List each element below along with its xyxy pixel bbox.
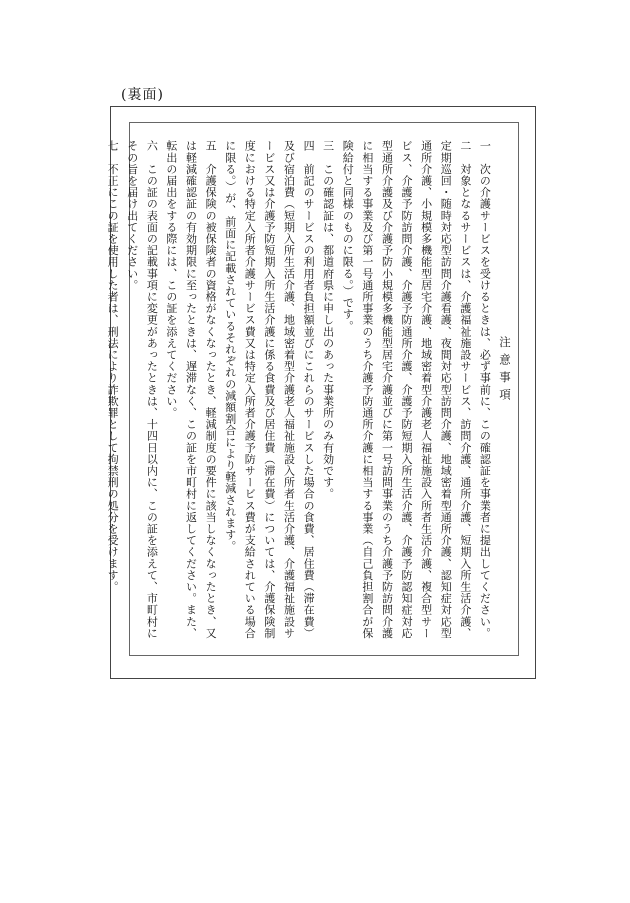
note-item-7: 七 不正にこの証を使用した者は、刑法により詐欺罪として拘禁刑の処分を受けます。 bbox=[106, 140, 120, 593]
note-item-6: 六 この証の表面の記載事項に変更があったときは、十四日以内に、この証を添えて、市町村にその旨を届け出てください。 bbox=[125, 140, 159, 639]
notes-text bbox=[106, 140, 514, 640]
note-item-2: 二 対象となるサービスは、介護福祉施設サービス、訪問介護、通所介護、短期入所生活介護、定期巡回・随時対応型訪問介護看護、夜間対応型訪問介護、地域密着型通所介護、認知症対応型通所介護、小規模多機能型居宅介護、地域密着型介護老人福祉施設入所者生活介護、複合型サービス、介護予防訪問介護、介護予防通所介護、介護予防短期入所生活介護、介護予防認知症対応型通所介護及び介護予防小規模多機能型居宅介護並びに第一号訪問事業のうち介護予防訪問介護に相当する事業及び第一号通所事業のうち介護予防通所介護に相当する事業（自己負担割合が保険給付と同様のものに限る。）です。 bbox=[341, 140, 472, 639]
page-side-label: (裏面) bbox=[121, 87, 164, 103]
notes-heading: 注意事項 bbox=[498, 336, 512, 406]
note-item-4: 四 前記のサービスの利用者負担額並びにこれらのサービスした場合の食費、居住費（滞在費）及び宿泊費（短期入所生活介護、地域密着型介護老人福祉施設入所者生活介護、介護福祉施設サービス又は介護予防短期入所生活介護に係る食費及び居住費（滞在費）については、介護保険制度における特定入所者介護サービス費又は特定入所者介護予防サービス費が支給されている場合に限る。）が、前面に記載されているそれぞれの減額割合により軽減されます。 bbox=[223, 140, 316, 639]
note-item-3: 三 この確認証は、都道府県に申し出のあった事業所のみ有効です。 bbox=[321, 140, 335, 500]
note-item-1: 一 次の介護サービスを受けるときは、必ず事前に、この確認証を事業者に提出してください。 bbox=[478, 140, 492, 639]
note-item-5: 五 介護保険の被保険者の資格がなくなったとき、軽減制度の要件に該当しなくなったとき、又は軽減確認証の有効期限に至ったときは、遅滞なく、この証を市町村に返してください。また、転出の届出をする際には、この証を添えてください。 bbox=[164, 140, 218, 639]
